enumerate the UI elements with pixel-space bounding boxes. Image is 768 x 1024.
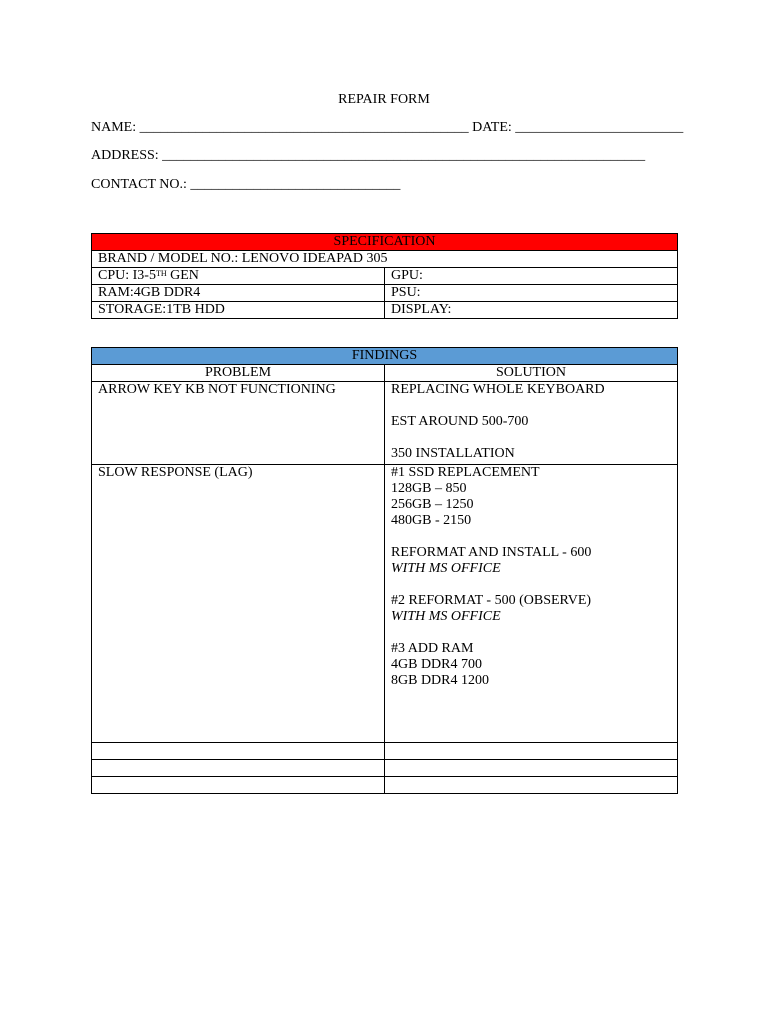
storage-cell: STORAGE:1TB HDD xyxy=(92,302,385,319)
solution-line: EST AROUND 500-700 xyxy=(391,414,529,429)
solution-note: WITH MS OFFICE xyxy=(391,609,501,624)
ram-cell: RAM:4GB DDR4 xyxy=(92,285,385,302)
findings-header-row xyxy=(92,348,678,365)
table-row xyxy=(92,382,678,465)
display-cell: DISPLAY: xyxy=(385,302,678,319)
solution-cell xyxy=(385,465,678,743)
brand-model-row xyxy=(92,251,678,268)
address-line: ADDRESS: _____________________________________________________________________ xyxy=(91,148,646,163)
solution-header: SOLUTION xyxy=(385,365,678,382)
solution-line: REPLACING WHOLE KEYBOARD xyxy=(391,382,605,397)
specification-header-row xyxy=(92,234,678,251)
solution-line: REFORMAT AND INSTALL - 600 xyxy=(391,545,592,560)
solution-line: #2 REFORMAT - 500 (OBSERVE) xyxy=(391,593,592,608)
cpu-prefix: CPU: I3-5 xyxy=(98,268,156,283)
solution-line: #1 SSD REPLACEMENT xyxy=(391,465,540,480)
contact-line: CONTACT NO.: ______________________________ xyxy=(91,177,401,192)
findings-table xyxy=(91,347,678,794)
table-row xyxy=(92,465,678,743)
ram-psu-row xyxy=(92,285,678,302)
solution-line: 480GB - 2150 xyxy=(391,513,472,528)
findings-header: FINDINGS xyxy=(92,348,678,365)
problem-cell: ARROW KEY KB NOT FUNCTIONING xyxy=(92,382,385,465)
brand-model-cell: BRAND / MODEL NO.: LENOVO IDEAPAD 305 xyxy=(92,251,678,268)
cpu-gpu-row xyxy=(92,268,678,285)
findings-column-headers xyxy=(92,365,678,382)
storage-display-row xyxy=(92,302,678,319)
cpu-suffix: GEN xyxy=(166,268,199,283)
empty-row xyxy=(92,760,678,777)
solution-cell xyxy=(385,382,678,465)
solution-line: 8GB DDR4 1200 xyxy=(391,673,490,688)
solution-line: 350 INSTALLATION xyxy=(391,446,515,461)
empty-row xyxy=(92,777,678,794)
specification-table xyxy=(91,233,678,319)
empty-row xyxy=(92,743,678,760)
gpu-cell: GPU: xyxy=(385,268,678,285)
form-title: REPAIR FORM xyxy=(338,92,430,107)
problem-cell: SLOW RESPONSE (LAG) xyxy=(92,465,385,743)
specification-header: SPECIFICATION xyxy=(92,234,678,251)
psu-cell: PSU: xyxy=(385,285,678,302)
solution-note: WITH MS OFFICE xyxy=(391,561,501,576)
solution-line: 4GB DDR4 700 xyxy=(391,657,483,672)
problem-header: PROBLEM xyxy=(92,365,385,382)
solution-line: 128GB – 850 xyxy=(391,481,467,496)
cpu-cell xyxy=(92,268,385,285)
name-date-line: NAME: _______________________________________________ DATE: ________________________ xyxy=(91,120,684,135)
solution-line: #3 ADD RAM xyxy=(391,641,474,656)
solution-line: 256GB – 1250 xyxy=(391,497,474,512)
cpu-superscript: TH xyxy=(155,269,167,278)
